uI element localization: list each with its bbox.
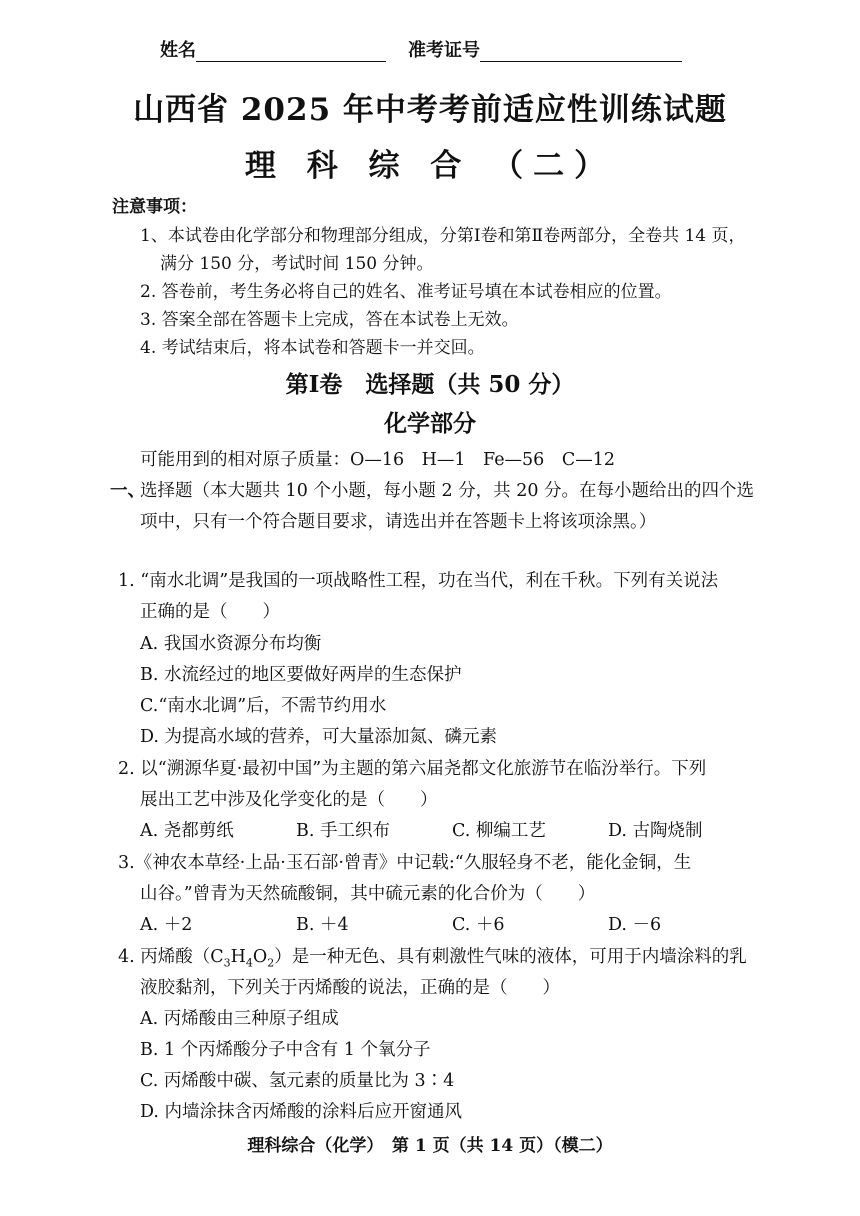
notice-item: 2. 答卷前，考生务必将自己的姓名、准考证号填在本试卷相应的位置。 bbox=[140, 282, 672, 302]
question-3-option[interactable]: C. ＋6 bbox=[452, 915, 505, 935]
name-blank[interactable] bbox=[196, 43, 386, 62]
question-2-option[interactable]: C. 柳编工艺 bbox=[452, 821, 546, 841]
question-4-option[interactable]: A. 丙烯酸由三种原子组成 bbox=[140, 1009, 339, 1029]
question-4-line bbox=[118, 943, 747, 970]
question-4-option[interactable]: D. 内墙涂抹含丙烯酸的涂料后应开窗通风 bbox=[140, 1102, 463, 1122]
notice-item: 1、本试卷由化学部分和物理部分组成，分第Ⅰ卷和第Ⅱ卷两部分，全卷共 14 页， bbox=[140, 226, 746, 246]
exam-subtitle: 理 科 综 合 （二） bbox=[244, 148, 616, 184]
name-label: 姓名 bbox=[160, 40, 196, 61]
q4-text: 4. 丙烯酸（C bbox=[118, 947, 224, 967]
name-field bbox=[160, 36, 386, 62]
part-one-line: 项中，只有一个符合题目要求，请选出并在答题卡上将该项涂黑。） bbox=[140, 512, 657, 532]
question-3-option[interactable]: B. ＋4 bbox=[296, 915, 349, 935]
question-1-option[interactable]: C.“南水北调”后，不需节约用水 bbox=[140, 696, 387, 716]
part-title: 化学部分 bbox=[384, 410, 476, 437]
q4-subscript: 4 bbox=[245, 956, 253, 970]
question-1-option[interactable]: D. 为提高水域的营养，可大量添加氮、磷元素 bbox=[140, 727, 498, 747]
q4-subscript: 2 bbox=[267, 956, 275, 970]
question-1-option[interactable]: B. 水流经过的地区要做好两岸的生态保护 bbox=[140, 665, 462, 685]
question-1-line: 1. “南水北调”是我国的一项战略性工程，功在当代，利在千秋。下列有关说法 bbox=[118, 571, 719, 591]
q4-text: O bbox=[252, 947, 268, 967]
question-1-line: 正确的是（ ） bbox=[140, 602, 280, 622]
question-4-option[interactable]: C. 丙烯酸中碳、氢元素的质量比为 3∶4 bbox=[140, 1071, 455, 1091]
q4-text: H bbox=[230, 947, 246, 967]
exam-title: 山西省 2025 年中考考前适应性训练试题 bbox=[133, 92, 727, 128]
question-3-option[interactable]: D. －6 bbox=[608, 915, 662, 935]
id-label: 准考证号 bbox=[408, 40, 480, 61]
question-3-line: 3.《神农本草经·上品·玉石部·曾青》中记载:“久服轻身不老，能化金铜，生 bbox=[118, 853, 692, 873]
q4-subscript: 3 bbox=[223, 956, 231, 970]
question-2-option[interactable]: B. 手工织布 bbox=[296, 821, 390, 841]
question-4-line: 液胶黏剂，下列关于丙烯酸的说法，正确的是（ ） bbox=[140, 978, 560, 998]
section-title: 第Ⅰ卷 选择题（共 50 分） bbox=[285, 371, 575, 398]
id-field bbox=[408, 36, 682, 62]
part-one-line: 选择题（本大题共 10 个小题，每小题 2 分，共 20 分。在每小题给出的四个选 bbox=[140, 481, 755, 501]
atomic-masses: 可能用到的相对原子质量：O—16 H—1 Fe—56 C—12 bbox=[140, 450, 615, 470]
question-3-option[interactable]: A. ＋2 bbox=[140, 915, 193, 935]
question-4-option[interactable]: B. 1 个丙烯酸分子中含有 1 个氧分子 bbox=[140, 1040, 431, 1060]
question-2-line: 2. 以“溯源华夏·最初中国”为主题的第六届尧都文化旅游节在临汾举行。下列 bbox=[118, 759, 707, 779]
id-blank[interactable] bbox=[480, 43, 682, 62]
notice-heading: 注意事项： bbox=[112, 197, 197, 217]
notice-item: 3. 答案全部在答题卡上完成，答在本试卷上无效。 bbox=[140, 310, 519, 330]
question-2-option[interactable]: D. 古陶烧制 bbox=[608, 821, 703, 841]
question-1-option[interactable]: A. 我国水资源分布均衡 bbox=[140, 634, 322, 654]
page-footer: 理科综合（化学） 第 1 页（共 14 页）（模二） bbox=[247, 1136, 613, 1156]
question-2-line: 展出工艺中涉及化学变化的是（ ） bbox=[140, 790, 438, 810]
q4-text: ）是一种无色、具有刺激性气味的液体，可用于内墙涂料的乳 bbox=[274, 947, 747, 967]
part-one-label: 一、 bbox=[110, 481, 145, 501]
notice-item: 满分 150 分，考试时间 150 分钟。 bbox=[160, 254, 434, 274]
notice-item: 4. 考试结束后，将本试卷和答题卡一并交回。 bbox=[140, 338, 485, 358]
question-3-line: 山谷。”曾青为天然硫酸铜，其中硫元素的化合价为（ ） bbox=[140, 884, 596, 904]
question-2-option[interactable]: A. 尧都剪纸 bbox=[140, 821, 234, 841]
